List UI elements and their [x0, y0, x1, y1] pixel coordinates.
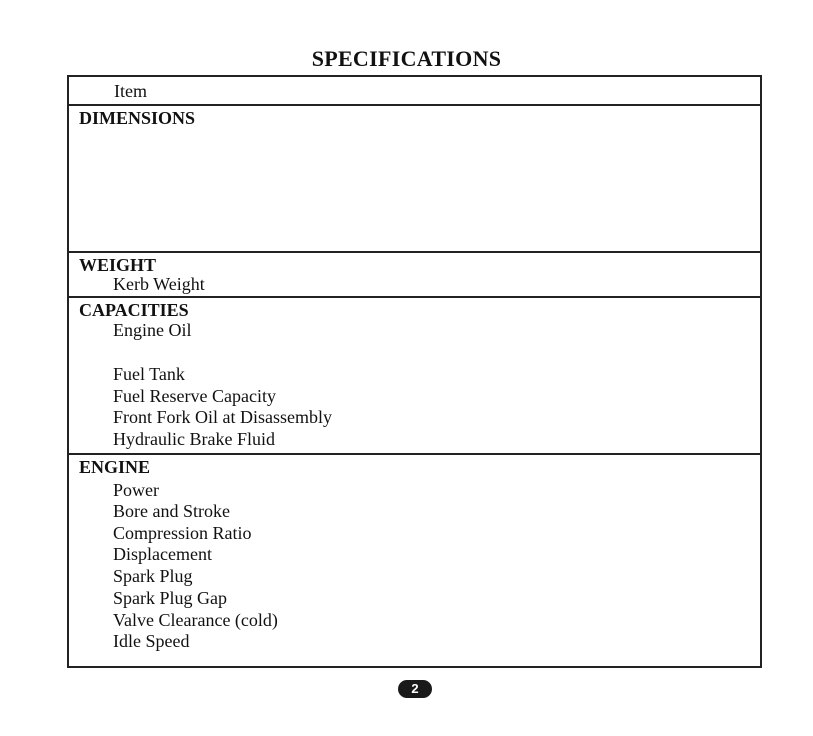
section-dimensions [69, 106, 760, 253]
list-item: Front Fork Oil at Disassembly [113, 407, 332, 427]
section-weight [69, 253, 760, 298]
list-item: Power [113, 480, 159, 500]
column-header-item: Item [114, 81, 147, 101]
list-item: Engine Oil [113, 320, 192, 340]
list-item: Fuel Tank [113, 364, 185, 384]
list-item: Kerb Weight [113, 274, 205, 294]
section-capacities [69, 298, 760, 455]
list-item: Spark Plug Gap [113, 588, 227, 608]
section-title-capacities: CAPACITIES [79, 300, 189, 320]
list-item: Idle Speed [113, 631, 190, 651]
list-item: Bore and Stroke [113, 501, 230, 521]
section-engine [69, 455, 760, 668]
section-title-weight: WEIGHT [79, 255, 157, 275]
list-item: Compression Ratio [113, 523, 252, 543]
section-title-engine: ENGINE [79, 457, 151, 477]
list-item: Displacement [113, 544, 212, 564]
list-item: Fuel Reserve Capacity [113, 386, 276, 406]
page-title: SPECIFICATIONS [311, 46, 502, 71]
list-item: Spark Plug [113, 566, 193, 586]
page-number-badge: 2 [398, 680, 432, 698]
table-header-row [69, 77, 760, 106]
section-title-dimensions: DIMENSIONS [79, 108, 196, 128]
specifications-table [67, 75, 762, 668]
list-item: Hydraulic Brake Fluid [113, 429, 275, 449]
list-item: Valve Clearance (cold) [113, 610, 278, 630]
